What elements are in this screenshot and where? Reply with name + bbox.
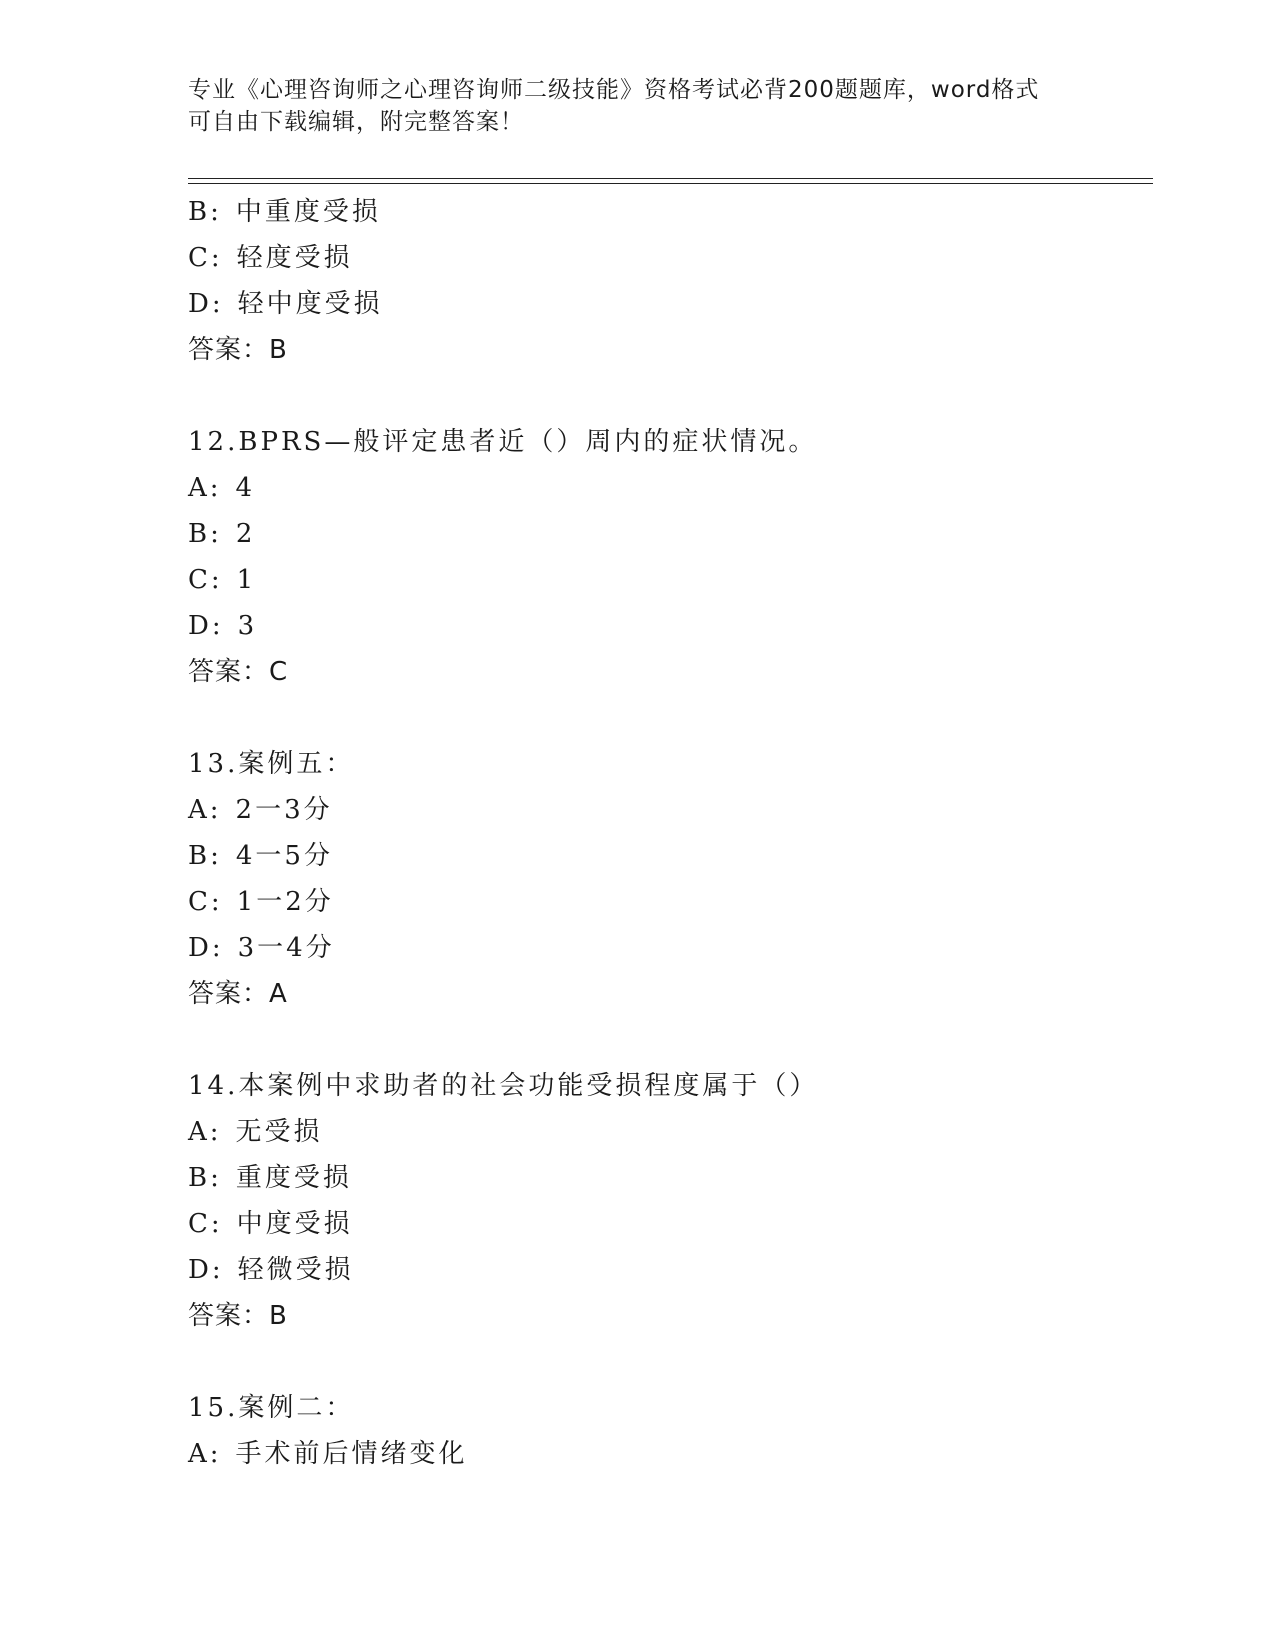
question-list	[188, 189, 1148, 1477]
answer-line: 答案：B	[188, 1301, 288, 1331]
document-header	[188, 74, 1088, 138]
option-row: D: 轻中度受损	[188, 289, 383, 319]
option-row: B: 重度受损	[188, 1163, 352, 1193]
header-divider-top	[188, 178, 1153, 179]
option-row: A: 4	[188, 473, 256, 503]
option-row: A: 手术前后情绪变化	[188, 1439, 468, 1469]
question-13	[188, 741, 1148, 1017]
option-row: C: 轻度受损	[188, 243, 353, 273]
answer-line: 答案：C	[188, 657, 289, 687]
option-row: C: 1一2分	[188, 887, 334, 917]
option-row: B: 2	[188, 519, 256, 549]
option-row: D: 3	[188, 611, 258, 641]
option-row: D: 轻微受损	[188, 1255, 354, 1285]
option-row: B: 4一5分	[188, 841, 333, 871]
header-divider-bottom	[188, 183, 1153, 184]
answer-line: 答案：B	[188, 335, 288, 365]
question-15	[188, 1385, 1148, 1477]
option-row: D: 3一4分	[188, 933, 335, 963]
question-11-continued	[188, 189, 1148, 373]
question-12	[188, 419, 1148, 695]
question-stem: 14.本案例中求助者的社会功能受损程度属于（）	[188, 1071, 819, 1101]
question-stem: 12.BPRS—般评定患者近（）周内的症状情况。	[188, 427, 818, 457]
option-row: C: 1	[188, 565, 257, 595]
question-14	[188, 1063, 1148, 1339]
answer-line: 答案：A	[188, 979, 288, 1009]
header-line-1: 专业《心理咨询师之心理咨询师二级技能》资格考试必背200题题库，word格式	[188, 77, 1040, 103]
option-row: C: 中度受损	[188, 1209, 353, 1239]
option-row: B: 中重度受损	[188, 197, 381, 227]
header-line-2: 可自由下载编辑，附完整答案！	[188, 109, 524, 135]
question-stem: 15.案例二：	[188, 1393, 355, 1423]
question-stem: 13.案例五：	[188, 749, 355, 779]
option-row: A: 无受损	[188, 1117, 323, 1147]
option-row: A: 2一3分	[188, 795, 333, 825]
